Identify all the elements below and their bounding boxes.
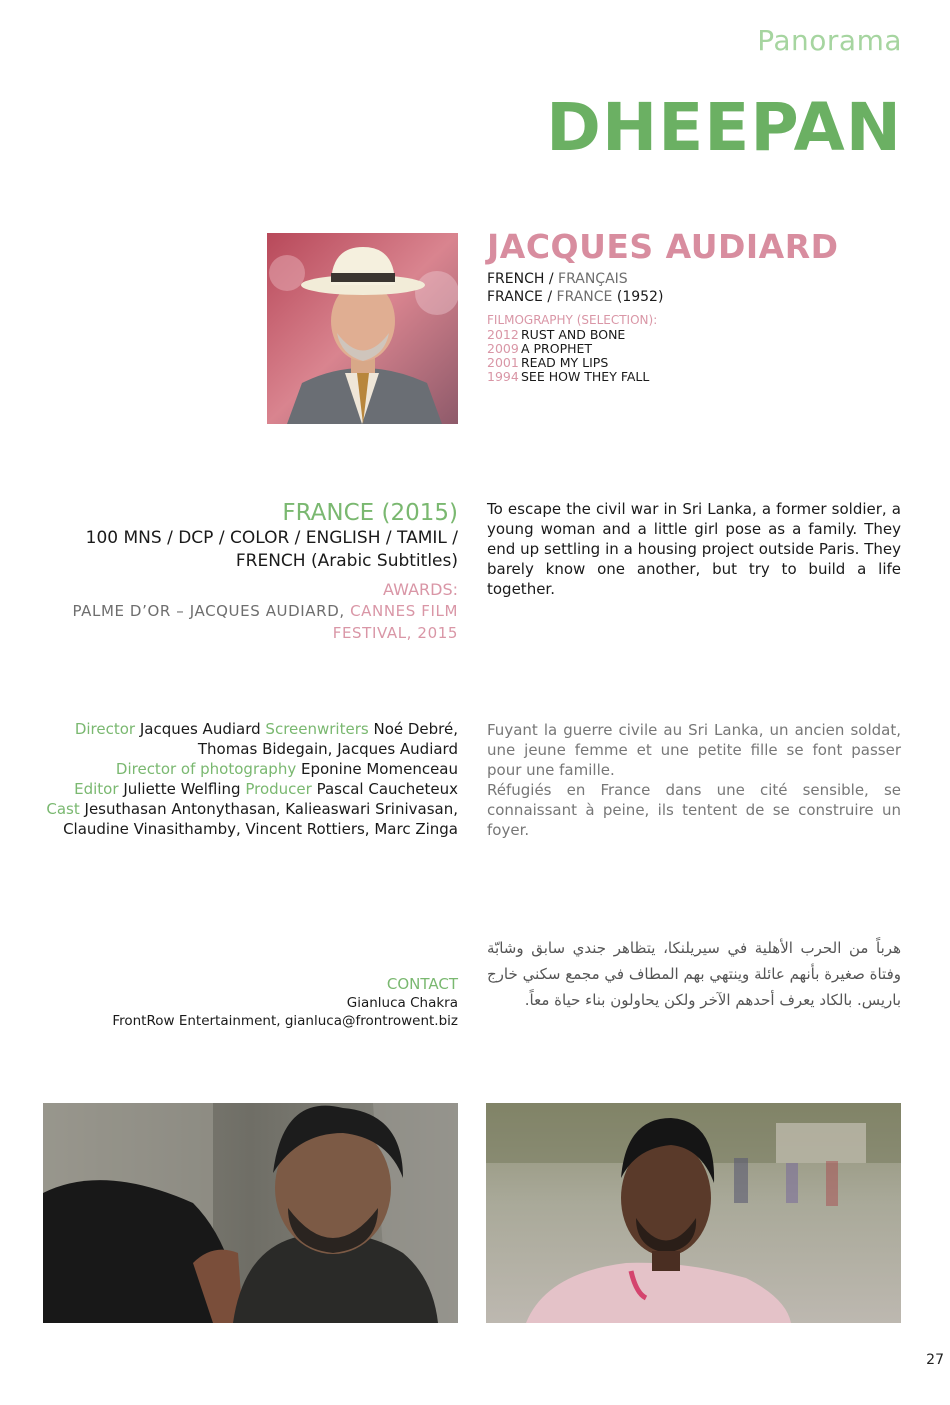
director-label: Director	[74, 720, 136, 738]
director-portrait	[267, 233, 458, 424]
award-festival: CANNES FILM FESTIVAL, 2015	[332, 602, 458, 642]
section-label: Panorama	[757, 24, 902, 57]
editor-label: Editor	[74, 780, 119, 798]
synopsis-arabic: هرباً من الحرب الأهلية في سيريلنكا، يتظاهر جندي سابق وشابّة وفتاة صغيرة بأنهم عائلة وينتهي بهم المطاف في مجمع سكني خارج باريس. بالكاد يعرف أحدهم الآخر ولكن يحاولون بناء حياة معاً.	[487, 939, 901, 1009]
credits	[18, 719, 458, 839]
credits-line	[18, 779, 458, 799]
country-fr: FRANCE	[556, 288, 613, 305]
nationality-fr: FRANÇAIS	[558, 270, 628, 287]
award-entry	[18, 600, 458, 644]
cast-label: Cast	[46, 800, 80, 818]
screenwriters-credit-b: Thomas Bidegain, Jacques Audiard	[197, 740, 458, 758]
birth-year: (1952)	[616, 288, 664, 305]
filmography-list	[487, 328, 907, 384]
tech-specs-line2: FRENCH (Arabic Subtitles)	[235, 551, 458, 571]
contact-block	[18, 974, 458, 1030]
credits-line	[18, 759, 458, 779]
contact-company-email: FrontRow Entertainment, gianluca@frontrowent.biz	[112, 1013, 458, 1029]
synopsis-french	[487, 720, 901, 840]
filmography-item	[487, 342, 907, 356]
editor-credit: Juliette Welfling	[123, 780, 241, 798]
awards-label: AWARDS:	[383, 580, 458, 599]
filmography-year: 1994	[487, 368, 519, 384]
credits-line	[18, 799, 458, 819]
producer-label: Producer	[245, 780, 312, 798]
nationality-en: FRENCH	[487, 270, 545, 287]
page-number: 27	[926, 1352, 944, 1368]
filmography-item	[487, 356, 907, 370]
screenwriters-credit-a: Noé Debré,	[373, 720, 458, 738]
credits-line	[18, 719, 458, 739]
filmography-item	[487, 370, 907, 384]
contact-label: CONTACT	[386, 975, 458, 993]
filmography-title: RUST AND BONE	[521, 326, 626, 342]
contact-name: Gianluca Chakra	[346, 995, 458, 1011]
filmography-year: 2009	[487, 340, 519, 356]
filmography-year: 2001	[487, 354, 519, 370]
dop-label: Director of photography	[115, 760, 297, 778]
filmography-label: FILMOGRAPHY (SELECTION):	[487, 312, 658, 327]
producer-credit: Pascal Caucheteux	[316, 780, 458, 798]
director-name: JACQUES AUDIARD	[487, 227, 839, 266]
synopsis-french-p1: Fuyant la guerre civile au Sri Lanka, un ancien soldat, une jeune femme et une petite fille se font passer pour une famille.	[487, 721, 901, 779]
synopsis-french-p2: Réfugiés en France dans une cité sensible, se connaissant à peine, ils tentent de se construire un foyer.	[487, 781, 901, 839]
filmography-item	[487, 328, 907, 342]
director-credit: Jacques Audiard	[139, 720, 261, 738]
country-en: FRANCE	[487, 288, 543, 305]
tech-specs-line1: 100 MNS / DCP / COLOR / ENGLISH / TAMIL /	[85, 528, 458, 548]
award-prize: PALME D’OR – JACQUES AUDIARD,	[72, 602, 345, 620]
film-still-left	[43, 1103, 458, 1323]
director-info	[487, 228, 907, 384]
screenwriters-label: Screenwriters	[265, 720, 369, 738]
filmography-title: SEE HOW THEY FALL	[521, 368, 650, 384]
dop-credit: Eponine Momenceau	[301, 760, 458, 778]
filmography-title: READ MY LIPS	[521, 354, 609, 370]
director-nationality: FRENCH / FRANÇAIS	[487, 270, 628, 287]
film-still-right	[486, 1103, 901, 1323]
film-title: DHEEPAN	[546, 89, 902, 166]
filmography-title: A PROPHET	[521, 340, 593, 356]
cast-credit-b: Claudine Vinasithamby, Vincent Rottiers, Marc Zinga	[63, 820, 458, 838]
synopsis-english: To escape the civil war in Sri Lanka, a former soldier, a young woman and a little girl pose as a family. They end up settling in a housing project outside Paris. They barely know one another, but try to build a life together.	[487, 500, 901, 598]
filmography-year: 2012	[487, 326, 519, 342]
film-country-year: FRANCE (2015)	[282, 500, 458, 526]
director-country: FRANCE / FRANCE (1952)	[487, 288, 664, 305]
cast-credit-a: Jesuthasan Antonythasan, Kalieaswari Srinivasan,	[84, 800, 458, 818]
film-meta	[18, 499, 458, 644]
